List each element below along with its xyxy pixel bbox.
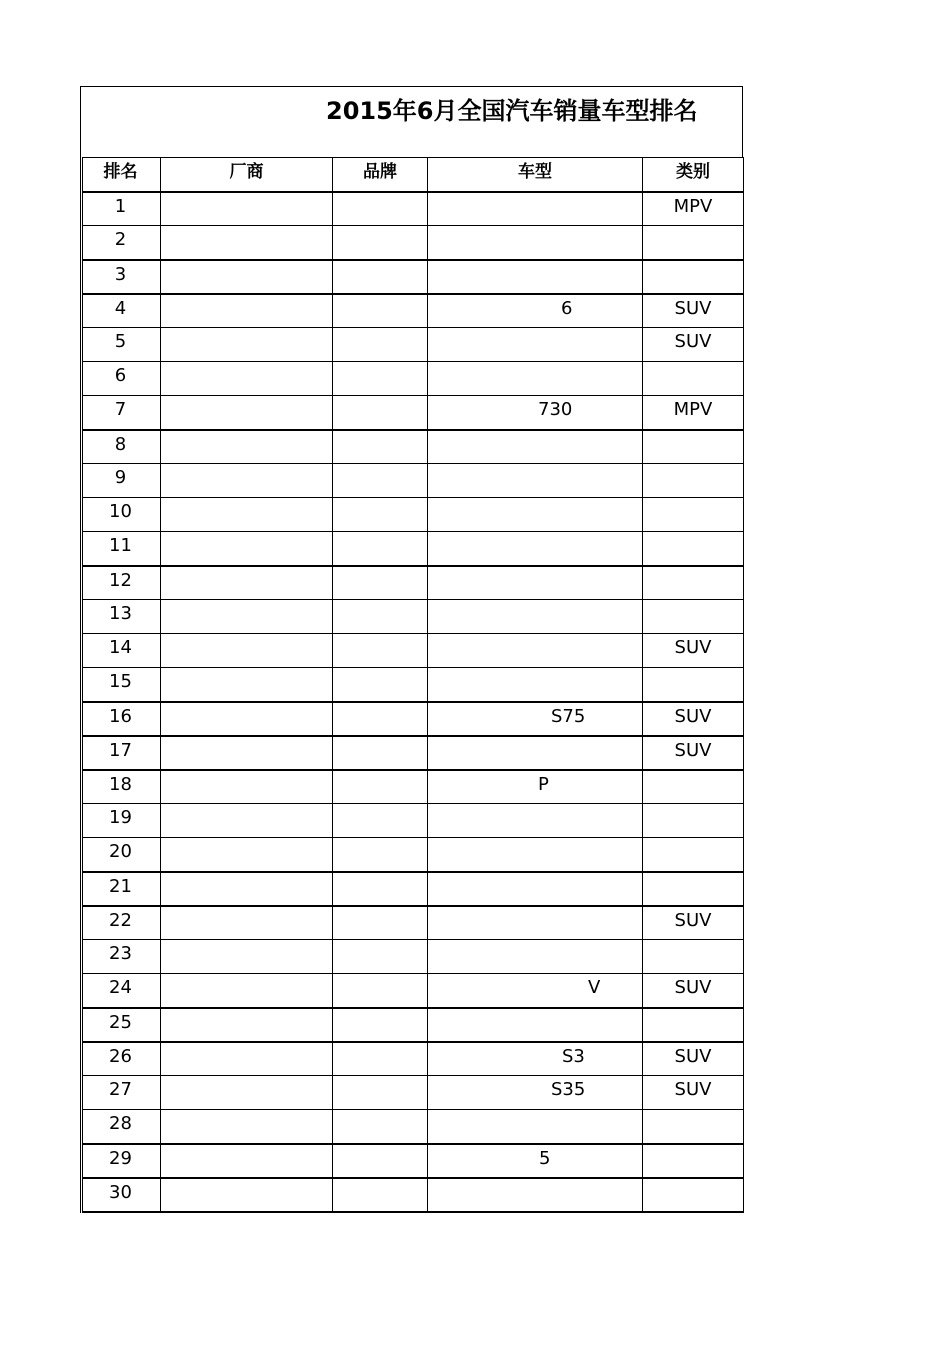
header-model: 车型: [428, 158, 643, 192]
model-cell: [428, 1042, 643, 1076]
brand-cell: [333, 702, 428, 736]
type-cell: [643, 838, 744, 872]
rank-cell: 23: [82, 940, 161, 974]
model-cell: [428, 226, 643, 260]
table-row: [82, 1110, 744, 1144]
rank-cell: 28: [82, 1110, 161, 1144]
table-row: [82, 838, 744, 872]
maker-cell: [161, 634, 333, 668]
model-text: S3: [562, 1045, 585, 1067]
model-cell: [428, 260, 643, 294]
model-cell: [428, 872, 643, 906]
model-cell: [428, 940, 643, 974]
rank-cell: 12: [82, 566, 161, 600]
model-text: 5: [539, 1147, 551, 1169]
table-row: [82, 532, 744, 566]
type-cell: [643, 464, 744, 498]
rank-cell: 29: [82, 1144, 161, 1178]
maker-cell: [161, 668, 333, 702]
model-cell: [428, 600, 643, 634]
rank-cell: 14: [82, 634, 161, 668]
maker-cell: [161, 838, 333, 872]
type-cell: [643, 770, 744, 804]
maker-cell: [161, 294, 333, 328]
table-row: [82, 668, 744, 702]
table-row: [82, 736, 744, 770]
model-cell: [428, 1178, 643, 1212]
rank-cell: 17: [82, 736, 161, 770]
brand-cell: [333, 634, 428, 668]
type-cell: [643, 1144, 744, 1178]
maker-cell: [161, 464, 333, 498]
rank-cell: 22: [82, 906, 161, 940]
maker-cell: [161, 702, 333, 736]
brand-cell: [333, 1008, 428, 1042]
rank-cell: 1: [82, 192, 161, 226]
brand-cell: [333, 668, 428, 702]
type-cell: [643, 1178, 744, 1212]
table-row: [82, 702, 744, 736]
rank-cell: 9: [82, 464, 161, 498]
header-rank: 排名: [82, 158, 161, 192]
table-row: [82, 430, 744, 464]
rank-cell: 18: [82, 770, 161, 804]
type-cell: SUV: [643, 1042, 744, 1076]
rank-cell: 26: [82, 1042, 161, 1076]
model-cell: [428, 736, 643, 770]
rank-cell: 7: [82, 396, 161, 430]
brand-cell: [333, 464, 428, 498]
model-cell: [428, 702, 643, 736]
table-row: [82, 940, 744, 974]
brand-cell: [333, 566, 428, 600]
type-cell: MPV: [643, 192, 744, 226]
type-cell: SUV: [643, 1076, 744, 1110]
rank-cell: 5: [82, 328, 161, 362]
type-cell: [643, 362, 744, 396]
type-cell: [643, 226, 744, 260]
brand-cell: [333, 736, 428, 770]
model-cell: [428, 498, 643, 532]
table-row: [82, 872, 744, 906]
model-cell: [428, 532, 643, 566]
header-maker: 厂商: [161, 158, 333, 192]
rank-cell: 27: [82, 1076, 161, 1110]
brand-cell: [333, 940, 428, 974]
model-text: S75: [551, 705, 586, 727]
table-row: [82, 328, 744, 362]
type-cell: SUV: [643, 736, 744, 770]
table-row: [82, 362, 744, 396]
title-frame-right-edge: [742, 86, 743, 157]
maker-cell: [161, 804, 333, 838]
maker-cell: [161, 872, 333, 906]
type-cell: SUV: [643, 634, 744, 668]
table-row: [82, 906, 744, 940]
brand-cell: [333, 498, 428, 532]
header-brand: 品牌: [333, 158, 428, 192]
page-title: 2015年6月全国汽车销量车型排名: [326, 97, 698, 125]
type-cell: [643, 532, 744, 566]
brand-cell: [333, 430, 428, 464]
type-cell: [643, 498, 744, 532]
table-header-row: [82, 158, 744, 192]
model-cell: [428, 566, 643, 600]
type-cell: [643, 940, 744, 974]
model-cell: [428, 396, 643, 430]
maker-cell: [161, 532, 333, 566]
type-cell: MPV: [643, 396, 744, 430]
type-cell: [643, 566, 744, 600]
maker-cell: [161, 498, 333, 532]
maker-cell: [161, 974, 333, 1008]
type-cell: [643, 430, 744, 464]
maker-cell: [161, 328, 333, 362]
model-cell: [428, 634, 643, 668]
model-text: 6: [561, 297, 573, 319]
table-row: [82, 804, 744, 838]
rank-cell: 6: [82, 362, 161, 396]
brand-cell: [333, 1042, 428, 1076]
rank-cell: 11: [82, 532, 161, 566]
table-row: [82, 1144, 744, 1178]
type-cell: [643, 804, 744, 838]
model-cell: [428, 294, 643, 328]
type-cell: [643, 1110, 744, 1144]
model-cell: [428, 362, 643, 396]
model-cell: [428, 430, 643, 464]
table-row: [82, 226, 744, 260]
model-cell: [428, 906, 643, 940]
brand-cell: [333, 838, 428, 872]
maker-cell: [161, 396, 333, 430]
brand-cell: [333, 872, 428, 906]
table-row: [82, 464, 744, 498]
rank-cell: 21: [82, 872, 161, 906]
sales-ranking-table: [80, 157, 744, 1213]
brand-cell: [333, 906, 428, 940]
rank-cell: 13: [82, 600, 161, 634]
maker-cell: [161, 906, 333, 940]
table-row: [82, 1008, 744, 1042]
model-cell: [428, 328, 643, 362]
model-cell: [428, 1008, 643, 1042]
brand-cell: [333, 532, 428, 566]
maker-cell: [161, 362, 333, 396]
brand-cell: [333, 1076, 428, 1110]
rank-cell: 4: [82, 294, 161, 328]
table-row: [82, 566, 744, 600]
table-row: [82, 498, 744, 532]
type-cell: [643, 1008, 744, 1042]
maker-cell: [161, 1144, 333, 1178]
maker-cell: [161, 1076, 333, 1110]
table-row: [82, 294, 744, 328]
model-text: V: [588, 977, 601, 998]
model-text: S35: [551, 1079, 586, 1100]
table-row: [82, 1042, 744, 1076]
type-cell: [643, 600, 744, 634]
maker-cell: [161, 600, 333, 634]
model-cell: [428, 1110, 643, 1144]
brand-cell: [333, 396, 428, 430]
brand-cell: [333, 328, 428, 362]
rank-cell: 30: [82, 1178, 161, 1212]
table-row: [82, 770, 744, 804]
table-row: [82, 634, 744, 668]
maker-cell: [161, 1110, 333, 1144]
model-cell: [428, 668, 643, 702]
model-cell: [428, 838, 643, 872]
brand-cell: [333, 294, 428, 328]
rank-cell: 20: [82, 838, 161, 872]
rank-cell: 2: [82, 226, 161, 260]
brand-cell: [333, 1110, 428, 1144]
rank-cell: 15: [82, 668, 161, 702]
table-row: [82, 1076, 744, 1110]
rank-cell: 24: [82, 974, 161, 1008]
maker-cell: [161, 940, 333, 974]
maker-cell: [161, 1042, 333, 1076]
brand-cell: [333, 362, 428, 396]
model-cell: [428, 464, 643, 498]
model-cell: [428, 1144, 643, 1178]
brand-cell: [333, 770, 428, 804]
table-row: [82, 974, 744, 1008]
maker-cell: [161, 260, 333, 294]
brand-cell: [333, 226, 428, 260]
brand-cell: [333, 260, 428, 294]
model-cell: [428, 192, 643, 226]
rank-cell: 25: [82, 1008, 161, 1042]
maker-cell: [161, 430, 333, 464]
table-row: [82, 260, 744, 294]
table-row: [82, 192, 744, 226]
maker-cell: [161, 1178, 333, 1212]
rank-cell: 8: [82, 430, 161, 464]
brand-cell: [333, 804, 428, 838]
header-type: 类别: [643, 158, 744, 192]
model-cell: [428, 770, 643, 804]
type-cell: SUV: [643, 906, 744, 940]
rank-cell: 10: [82, 498, 161, 532]
table-row: [82, 1178, 744, 1212]
table-body: [82, 192, 744, 1212]
maker-cell: [161, 192, 333, 226]
model-text: P: [538, 773, 549, 795]
type-cell: SUV: [643, 328, 744, 362]
model-cell: [428, 804, 643, 838]
type-cell: SUV: [643, 974, 744, 1008]
rank-cell: 16: [82, 702, 161, 736]
table-row: [82, 396, 744, 430]
brand-cell: [333, 600, 428, 634]
type-cell: [643, 872, 744, 906]
brand-cell: [333, 1144, 428, 1178]
maker-cell: [161, 770, 333, 804]
model-cell: [428, 974, 643, 1008]
brand-cell: [333, 1178, 428, 1212]
type-cell: SUV: [643, 294, 744, 328]
model-cell: [428, 1076, 643, 1110]
maker-cell: [161, 1008, 333, 1042]
rank-cell: 19: [82, 804, 161, 838]
type-cell: SUV: [643, 702, 744, 736]
brand-cell: [333, 192, 428, 226]
model-text: 730: [538, 399, 573, 420]
maker-cell: [161, 566, 333, 600]
maker-cell: [161, 226, 333, 260]
type-cell: [643, 260, 744, 294]
maker-cell: [161, 736, 333, 770]
rank-cell: 3: [82, 260, 161, 294]
type-cell: [643, 668, 744, 702]
brand-cell: [333, 974, 428, 1008]
table-row: [82, 600, 744, 634]
